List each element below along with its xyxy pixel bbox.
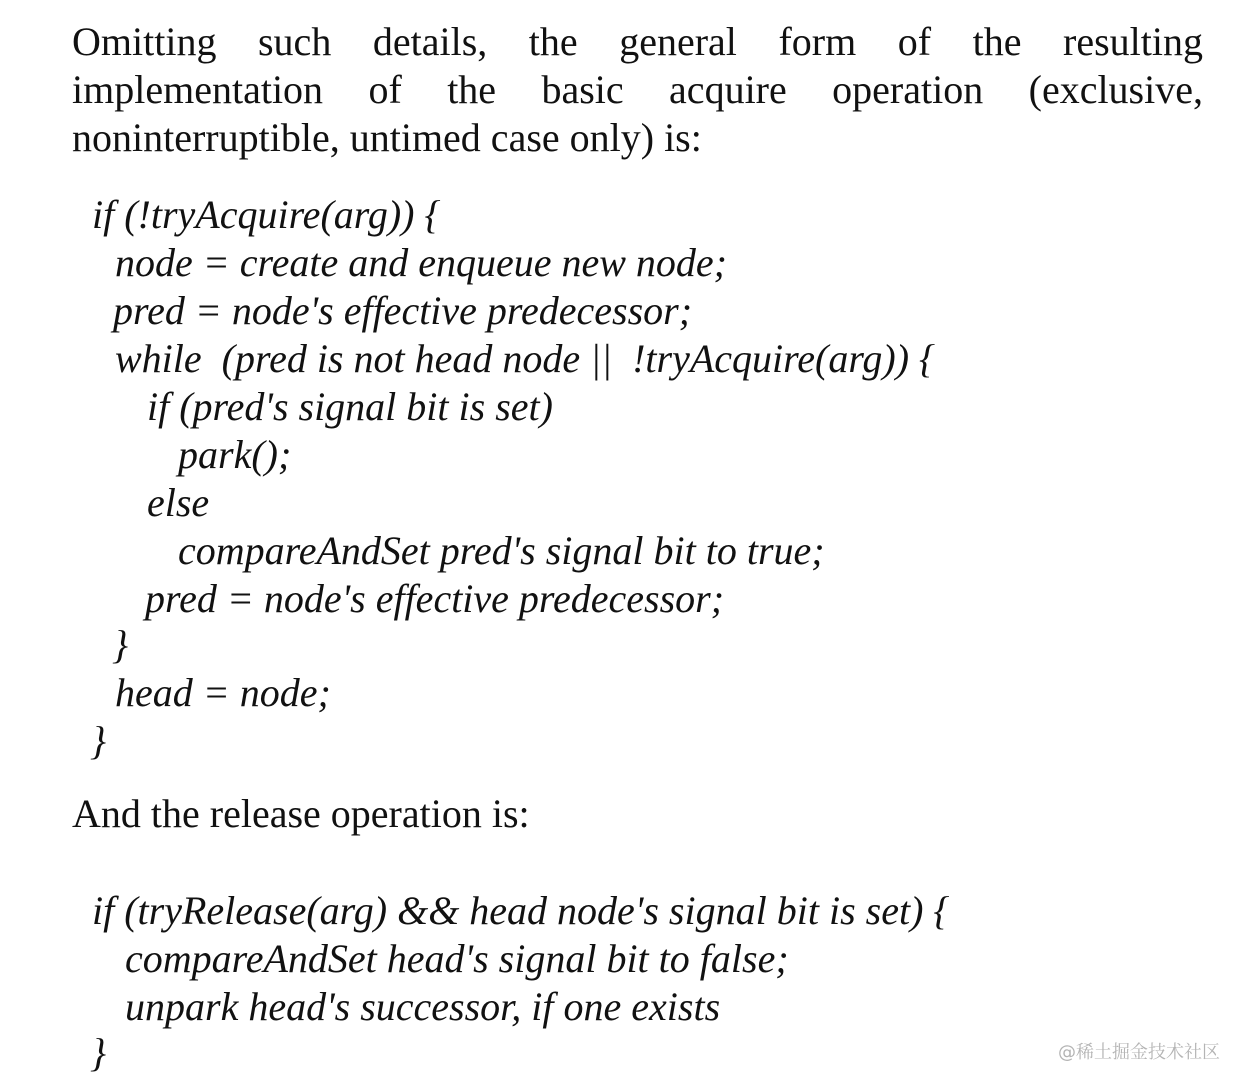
acquire-code-line-11: head = node; [115,670,331,715]
acquire-code-line-3: pred = node's effective predecessor; [113,288,693,333]
intro-line-1: Omitting such details, the general form of the resulting [72,19,1203,64]
acquire-code-line-8: compareAndSet pred's signal bit to true; [178,528,825,573]
release-code-line-4: } [90,1030,106,1075]
acquire-code-line-5: if (pred's signal bit is set) [147,384,553,429]
watermark: @稀土掘金技术社区 [1058,1042,1220,1063]
release-code-line-1: if (tryRelease(arg) && head node's signal bit is set) { [92,888,950,933]
acquire-code-line-12: } [90,718,106,763]
intro-line-2: implementation of the basic acquire operation (exclusive, [72,67,1203,112]
acquire-code-line-1: if (!tryAcquire(arg)) { [92,192,441,237]
acquire-code-line-7: else [147,480,210,525]
acquire-code-line-2: node = create and enqueue new node; [115,240,727,285]
acquire-code-line-9: pred = node's effective predecessor; [145,576,725,621]
release-code-line-3: unpark head's successor, if one exists [125,984,721,1029]
acquire-code-line-6: park(); [178,432,292,477]
intro-paragraph [72,18,1203,162]
intro-line-3: noninterruptible, untimed case only) is: [72,115,702,160]
acquire-code-line-10: } [112,622,128,667]
release-intro: And the release operation is: [72,791,530,836]
acquire-code-line-4: while (pred is not head node || !tryAcquire(arg)) { [115,336,936,381]
release-code-line-2: compareAndSet head's signal bit to false; [125,936,789,981]
